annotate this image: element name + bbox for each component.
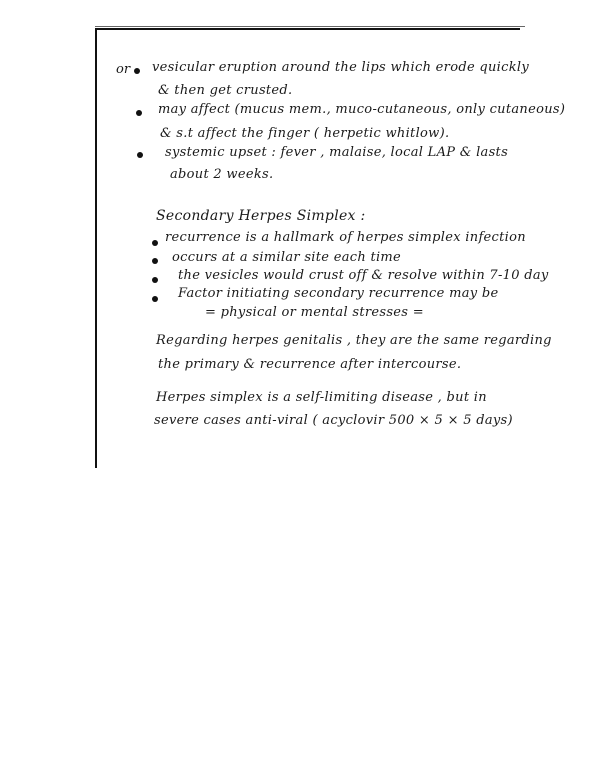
or-marker: or: [116, 62, 131, 77]
note-line: & s.t affect the finger ( herpetic whitlow).: [160, 126, 450, 141]
note-line: may affect (mucus mem., muco-cutaneous, only cutaneous): [158, 102, 566, 117]
note-line: Herpes simplex is a self-limiting disease , but in: [156, 390, 487, 405]
note-line: Regarding herpes genitalis , they are the same regarding: [156, 333, 552, 348]
note-line: vesicular eruption around the lips which erode quickly: [152, 60, 529, 75]
note-line: systemic upset : fever , malaise, local LAP & lasts: [165, 145, 509, 160]
bullet: [137, 152, 143, 158]
note-line: Factor initiating secondary recurrence may be: [178, 286, 499, 301]
bullet: [152, 277, 158, 283]
note-line: = physical or mental stresses =: [205, 305, 424, 320]
note-line: the primary & recurrence after intercourse.: [158, 357, 462, 372]
note-line: recurrence is a hallmark of herpes simplex infection: [165, 230, 526, 245]
bullet: [134, 68, 140, 74]
bullet: [152, 258, 158, 264]
bullet: [152, 296, 158, 302]
note-line: occurs at a similar site each time: [172, 250, 402, 265]
bullet: [136, 110, 142, 116]
note-line: about 2 weeks.: [170, 167, 274, 182]
note-line: severe cases anti-viral ( acyclovir 500 × 5 × 5 days): [154, 413, 513, 428]
note-line: the vesicles would crust off & resolve within 7-10 day: [178, 268, 549, 283]
left-margin-rule: [95, 28, 97, 468]
note-line: & then get crusted.: [158, 83, 293, 98]
top-rule: [95, 28, 520, 30]
top-rule-faint: [95, 26, 525, 27]
section-heading: Secondary Herpes Simplex :: [156, 208, 366, 224]
bullet: [152, 240, 158, 246]
